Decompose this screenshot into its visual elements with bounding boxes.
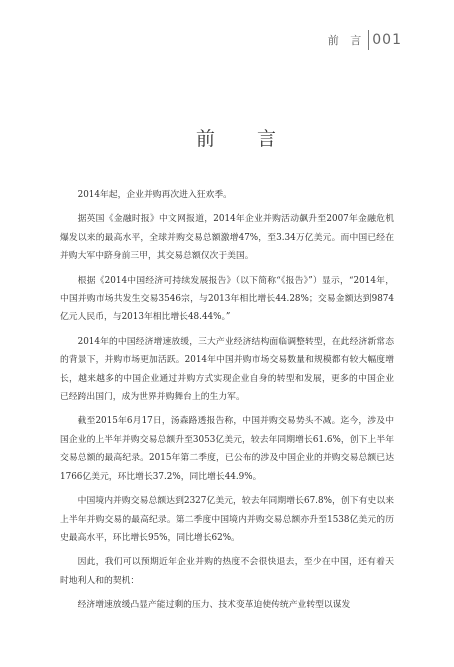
header-divider	[368, 30, 369, 50]
paragraph: 2014年的中国经济增速放缓，三大产业经济结构面临调整转型，在此经济新常态的背景下，并购市场更加活跃。2014年中国并购市场交易数量和规模都有较大幅度增长，越来越多的中国企业通过并购方式实现企业自身的转型和发展，更多的中国企业已经跨出国门，成为世界并购舞台上的生力军。	[60, 336, 394, 403]
chapter-title: 前 言	[195, 128, 295, 150]
running-header	[328, 30, 402, 50]
paragraph: 据英国《金融时报》中文网报道，2014年企业并购活动飙升至2007年金融危机爆发以来的最高水平，全球并购交易总额激增47%，至3.34万亿美元。而中国已经在并购大军中跻身前三甲，其交易总额仅次于美国。	[60, 214, 394, 262]
paragraph: 根据《2014中国经济可持续发展报告》（以下简称“《报告》”）显示，“2014年，中国并购市场共发生交易3546宗，与2013年相比增长44.28%；交易金额达到9874亿元人民币，与2013年相比增长48.44%。”	[60, 275, 394, 323]
page-number: 001	[372, 32, 402, 48]
paragraph: 因此，我们可以预期近年企业并购的热度不会很快退去，至少在中国，还有着天时地利人和的契机：	[60, 557, 394, 586]
paragraph: 截至2015年6月17日，汤森路透报告称，中国并购交易势头不减。迄今，涉及中国企业的上半年并购交易总额升至3053亿美元，较去年同期增长61.6%，创下上半年交易总额的最高纪录。2015年第二季度，已公布的涉及中国企业的并购交易总额已达1766亿美元，环比增长37.2%，同比增长44.9%。	[60, 416, 394, 482]
paragraph: 经济增速放缓凸显产能过剩的压力、技术变革迫使传统产业转型以谋发	[77, 600, 351, 611]
paragraph: 中国境内并购交易总额达到2327亿美元，较去年同期增长67.8%，创下有史以来上半年并购交易的最高纪录。第二季度中国境内并购交易总额亦升至1538亿美元的历史最高水平，环比增长95%，同比增长62%。	[60, 496, 394, 543]
header-section-title: 前 言	[327, 34, 366, 47]
body-text	[60, 186, 394, 615]
paragraph: 2014年起，企业并购再次进入狂欢季。	[77, 190, 232, 200]
